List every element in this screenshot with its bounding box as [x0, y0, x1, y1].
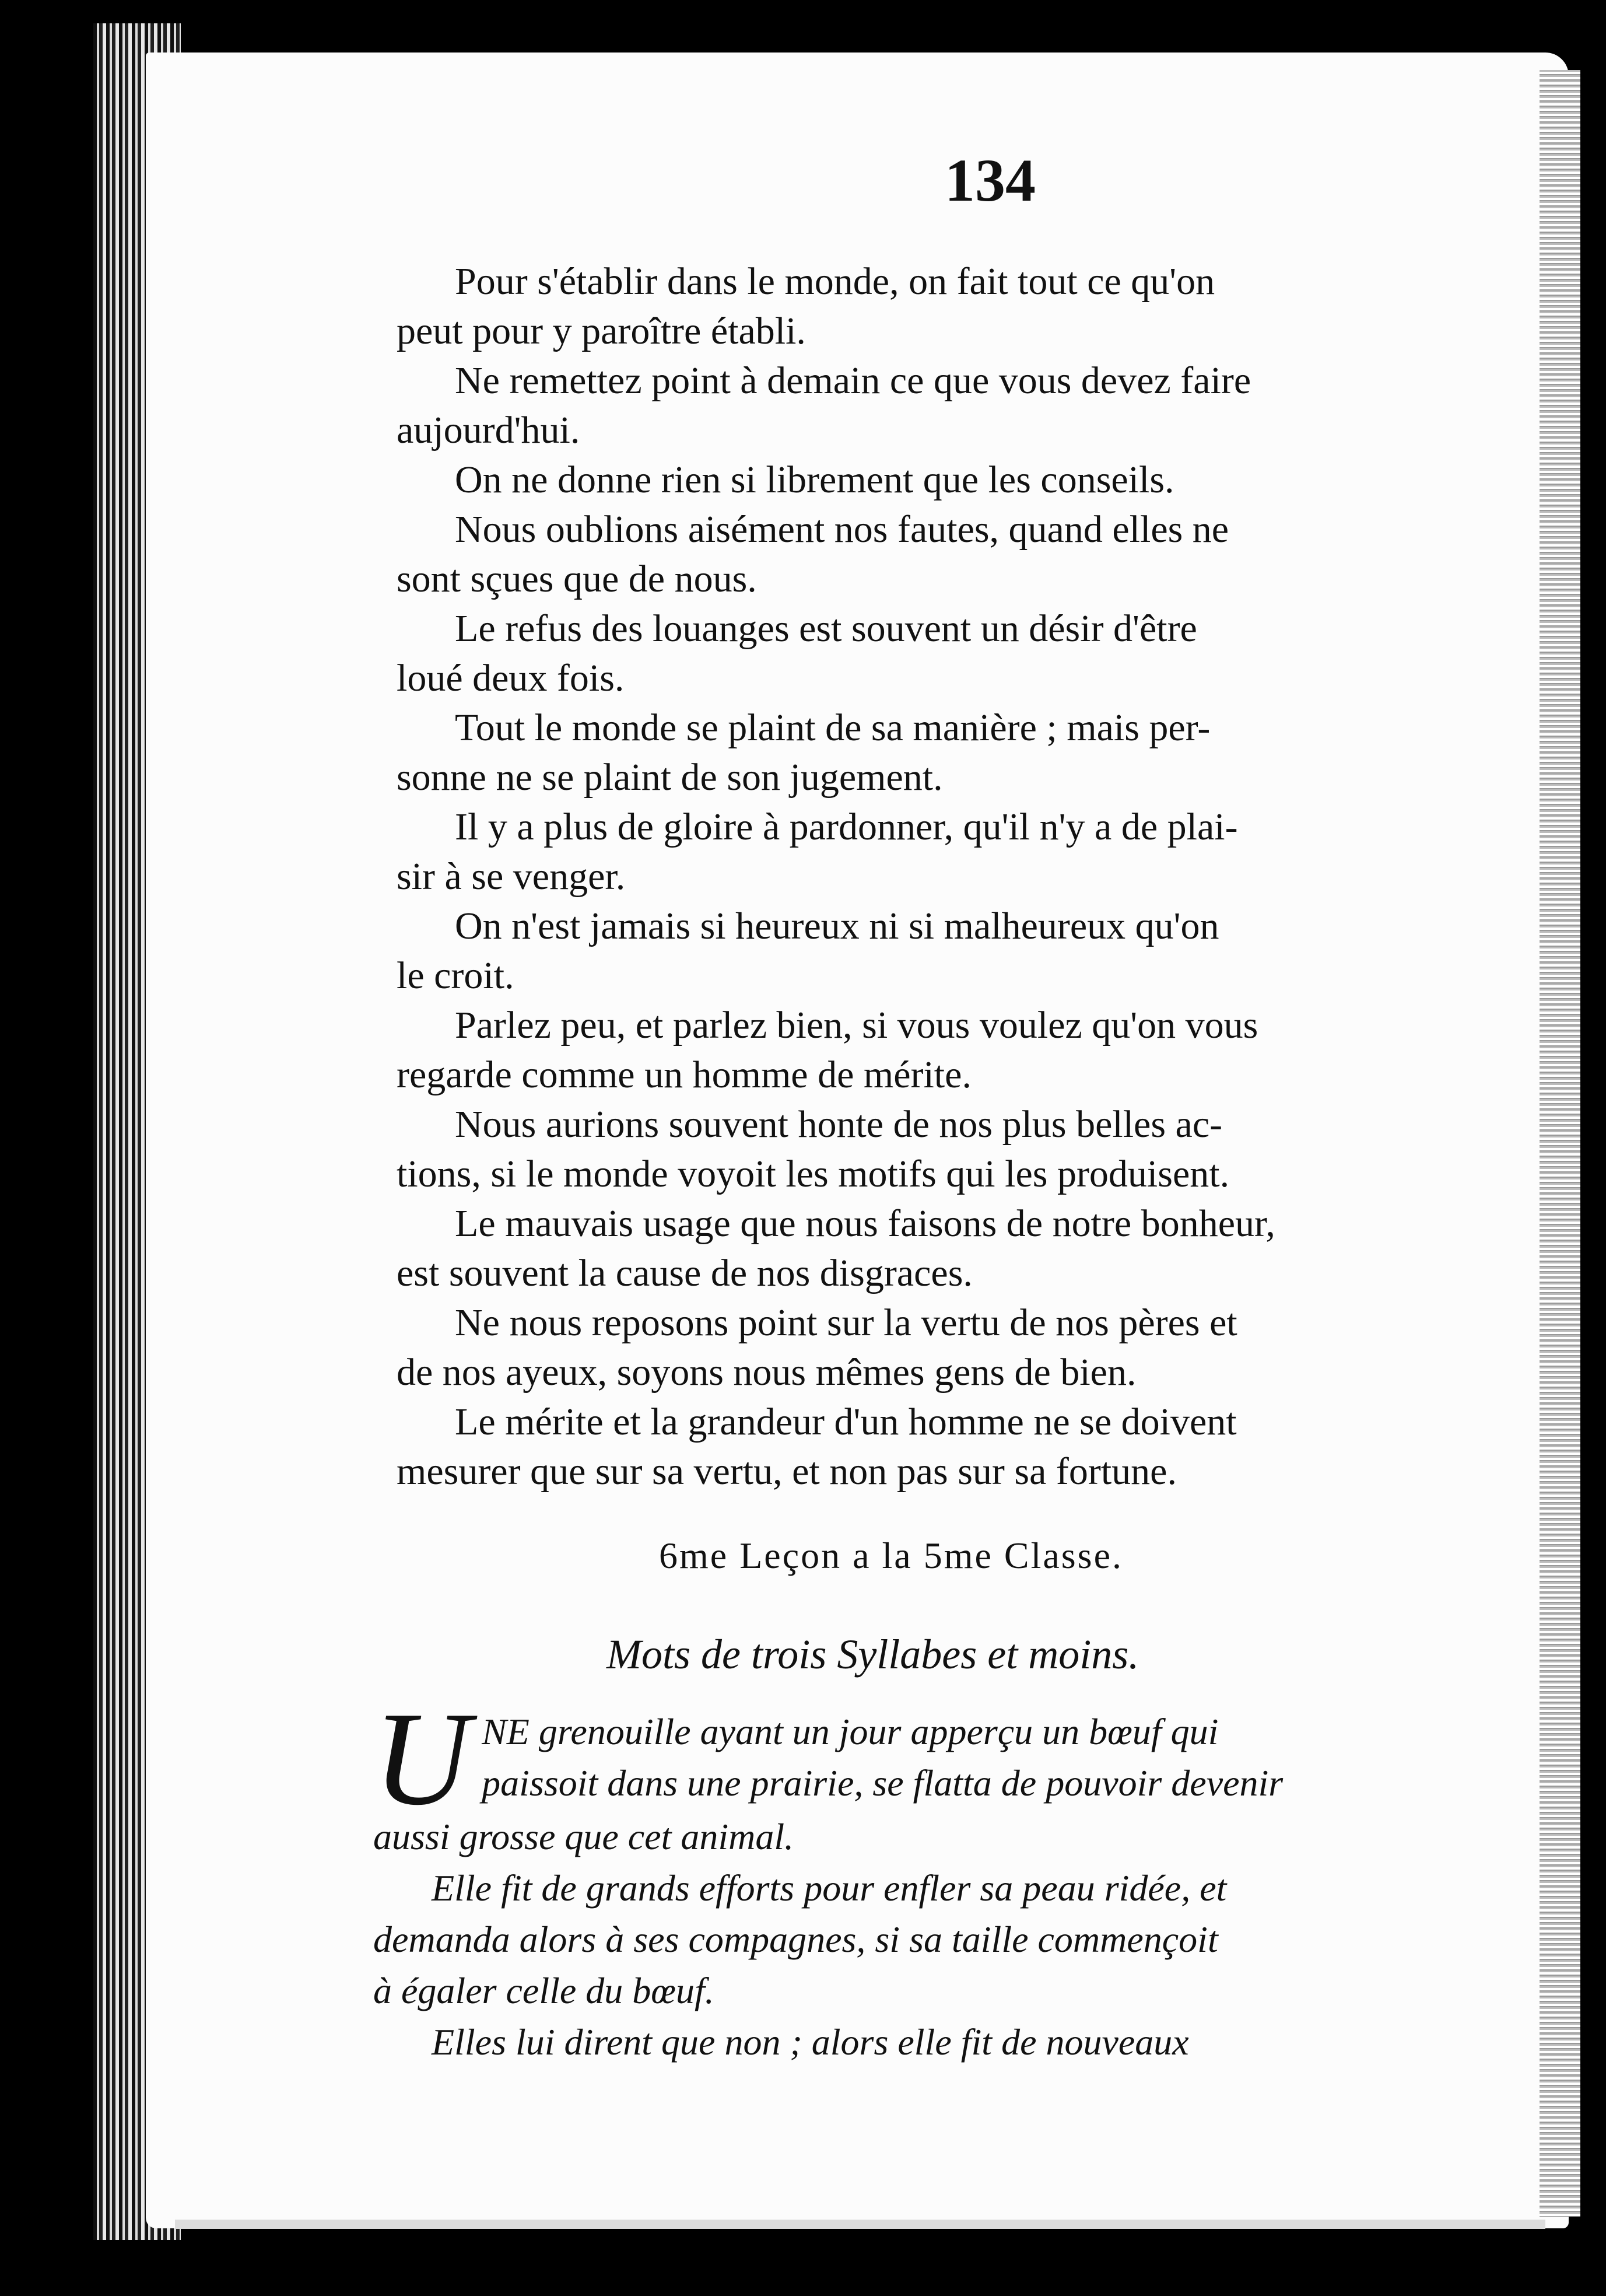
maxims-block [397, 257, 1528, 1496]
lesson-subheading: Mots de trois Syllabes et moins. [606, 1631, 1139, 1678]
fable-line: Elles lui dirent que non ; alors elle fit de nouveaux [432, 2021, 1189, 2063]
lesson-heading: 6me Leçon a la 5me Classe. [659, 1535, 1123, 1576]
maxim [397, 257, 1528, 356]
maxim-line: Le mauvais usage que nous faisons de notre bonheur, [455, 1202, 1275, 1245]
maxim-line: On n'est jamais si heureux ni si malheureux qu'on [455, 905, 1219, 947]
maxim [397, 1100, 1528, 1199]
maxim-line: Nous aurions souvent honte de nos plus belles ac- [455, 1103, 1223, 1146]
maxim [397, 1199, 1528, 1298]
maxim-line: est souvent la cause de nos disgraces. [397, 1252, 973, 1294]
fable-line: Elle fit de grands efforts pour enfler sa peau ridée, et [432, 1867, 1227, 1909]
maxim-line: tions, si le monde voyoit les motifs qui les produisent. [397, 1153, 1230, 1195]
drop-cap: U [373, 1684, 471, 1833]
maxim-line: Le mérite et la grandeur d'un homme ne se doivent [455, 1401, 1237, 1443]
maxim [397, 1397, 1528, 1496]
fable-line: demanda alors à ses compagnes, si sa taille commençoit [373, 1919, 1218, 1960]
maxim-line: Ne nous reposons point sur la vertu de nos pères et [455, 1301, 1237, 1344]
page-bottom-edge [175, 2220, 1545, 2229]
maxim-line: sont sçues que de nous. [397, 558, 757, 600]
maxim [397, 1298, 1528, 1397]
maxim-line: regarde comme un homme de mérite. [397, 1054, 972, 1096]
maxim-line: de nos ayeux, soyons nous mêmes gens de bien. [397, 1351, 1137, 1394]
maxim-line: On ne donne rien si librement que les conseils. [455, 459, 1174, 501]
maxim-line: mesurer que sur sa vertu, et non pas sur sa fortune. [397, 1450, 1177, 1493]
fable-text [373, 1684, 1516, 2068]
maxim [397, 703, 1528, 802]
maxim [397, 604, 1528, 703]
maxim-line: Ne remettez point à demain ce que vous devez faire [455, 359, 1251, 402]
fable-line: à égaler celle du bœuf. [373, 1970, 714, 2011]
fable-line: paissoit dans une prairie, se flatta de pouvoir devenir [482, 1762, 1284, 1804]
maxim-line: loué deux fois. [397, 657, 625, 699]
maxim-line: Tout le monde se plaint de sa manière ; mais per- [455, 706, 1211, 749]
maxim-line: peut pour y paroître établi. [397, 310, 806, 352]
maxim [397, 455, 1528, 505]
maxim [397, 505, 1528, 604]
fable-line: NE grenouille ayant un jour apperçu un bœuf qui [482, 1711, 1219, 1752]
maxim-line: Le refus des louanges est souvent un désir d'être [455, 607, 1197, 650]
maxim-line: sir à se venger. [397, 855, 626, 898]
maxim [397, 1000, 1528, 1100]
page-fore-edge [1540, 70, 1580, 2217]
maxim-line: Il y a plus de gloire à pardonner, qu'il n'y a de plai- [455, 806, 1238, 848]
maxim [397, 802, 1528, 901]
maxim-line: aujourd'hui. [397, 409, 580, 452]
maxim-line: Nous oublions aisément nos fautes, quand elles ne [455, 508, 1229, 551]
maxim-line: Parlez peu, et parlez bien, si vous voulez qu'on vous [455, 1004, 1258, 1046]
maxim-line: le croit. [397, 954, 514, 997]
fable-line: aussi grosse que cet animal. [373, 1816, 794, 1857]
maxim [397, 356, 1528, 455]
maxim [397, 901, 1528, 1000]
maxim-line: Pour s'établir dans le monde, on fait tout ce qu'on [455, 260, 1215, 303]
maxim-line: sonne ne se plaint de son jugement. [397, 756, 943, 799]
page-number: 134 [945, 147, 1036, 214]
